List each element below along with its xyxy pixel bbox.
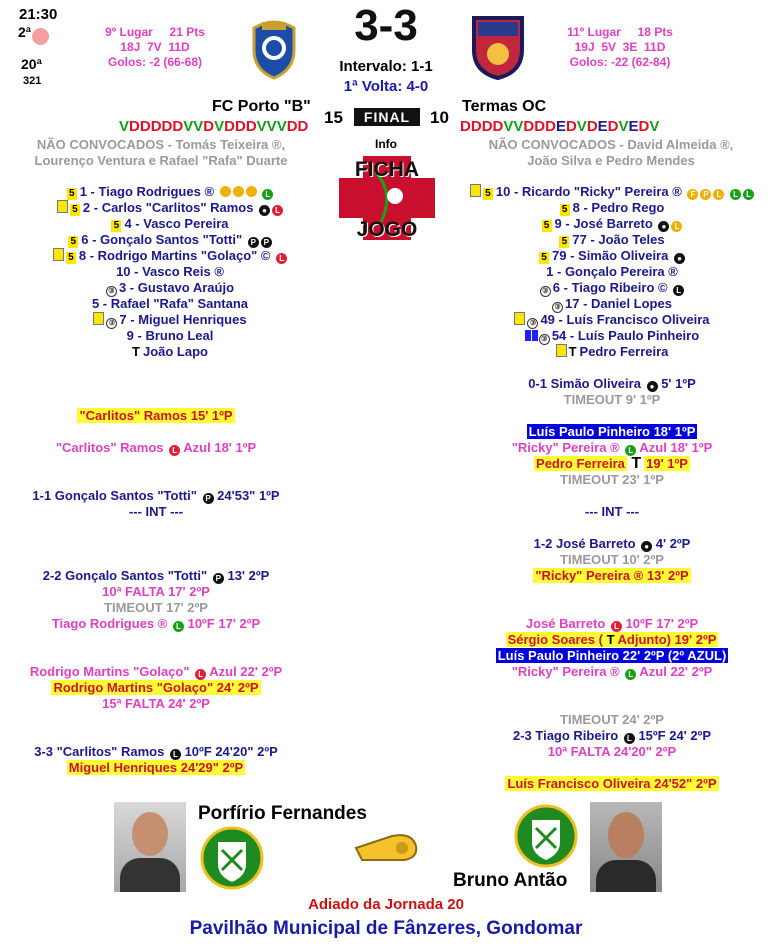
- interval-marker: --- INT ---: [128, 504, 184, 519]
- away-stats: 11º Lugar 18 Pts 19J 5V 3E 11D Golos: -22 (62-84): [567, 25, 673, 69]
- info-link[interactable]: Info: [375, 137, 397, 151]
- foul-icon: L: [611, 621, 622, 632]
- goal-icon: L: [170, 749, 181, 760]
- penalty-icon: P: [203, 493, 214, 504]
- yellow-card-icon: [556, 344, 567, 357]
- event-card: "Ricky" Pereira ® 13' 2ºP: [535, 568, 689, 583]
- list-item[interactable]: 5 6 - Gonçalo Santos "Totti" P P: [20, 232, 320, 248]
- foul-icon: L: [195, 669, 206, 680]
- form-result: D: [161, 118, 173, 135]
- event-foul: José Barreto L 10ºF 17' 2ºP: [525, 616, 699, 631]
- form-result: D: [586, 118, 598, 135]
- away-lineup: [452, 184, 772, 360]
- goal-ball-icon: [220, 186, 231, 197]
- list-item[interactable]: 5 2 - Carlos "Carlitos" Ramos ● L: [20, 200, 320, 216]
- event-foul: "Ricky" Pereira ® L Azul 18' 1ºP: [511, 440, 713, 455]
- list-item[interactable]: 5 4 - Vasco Pereira: [20, 216, 320, 232]
- foul-icon: L: [671, 221, 682, 232]
- list-item[interactable]: ③ 3 - Gustavo Araújo: [20, 280, 320, 296]
- event-foul: "Ricky" Pereira ® L Azul 22' 2ºP: [511, 664, 713, 679]
- home-form: [119, 118, 308, 135]
- round-label: 20ª: [21, 56, 42, 72]
- division-badge: [18, 26, 48, 54]
- form-result: D: [638, 118, 650, 135]
- coach-icon: T: [631, 455, 642, 472]
- form-result: D: [545, 118, 556, 135]
- list-item[interactable]: 5 8 - Rodrigo Martins "Golaço" © L: [20, 248, 320, 264]
- form-result: D: [534, 118, 546, 135]
- event-card: Luís Paulo Pinheiro 18' 1ºP: [528, 424, 696, 439]
- form-result: V: [266, 118, 277, 135]
- event-card: Luís Paulo Pinheiro 22' 2ºP (2º AZUL): [497, 648, 727, 663]
- form-result: D: [460, 118, 471, 135]
- blue-card-icon: [525, 330, 531, 341]
- goal-ball-icon: [233, 186, 244, 197]
- sub-icon: ③: [106, 286, 117, 297]
- list-item[interactable]: 5 - Rafael "Rafa" Santana: [91, 296, 249, 311]
- event-card: Miguel Henriques 24'29" 2ºP: [68, 760, 244, 775]
- home-position: 15: [324, 108, 343, 127]
- list-item[interactable]: ③ 7 - Miguel Henriques: [20, 312, 320, 328]
- form-result: V: [193, 118, 204, 135]
- penalty-icon: P: [700, 189, 711, 200]
- coach-icon: T: [606, 632, 615, 647]
- coach-icon: T: [568, 344, 577, 359]
- match-note: Adiado da Jornada 20: [308, 896, 464, 913]
- event-goal: 1-1 Gonçalo Santos "Totti" P 24'53" 1ºP: [32, 488, 280, 503]
- form-result: E: [628, 118, 639, 135]
- foul-icon: L: [169, 445, 180, 456]
- event-foul-count: 10ª FALTA 24'20" 2ºP: [547, 744, 677, 759]
- form-result: E: [555, 118, 566, 135]
- referee-association-logo: [514, 804, 578, 868]
- penalty-icon: P: [261, 237, 272, 248]
- referee-2-name: Bruno Antão: [453, 870, 568, 891]
- foul-icon: L: [173, 621, 184, 632]
- halftime-score: Intervalo: 1-1: [339, 58, 433, 75]
- form-result: D: [139, 118, 151, 135]
- event-card: Pedro Ferreira T 19' 1ºP: [536, 455, 688, 472]
- referee-2-photo: [590, 802, 662, 892]
- goal-icon: ●: [641, 541, 652, 552]
- yellow-card-icon: [57, 200, 68, 213]
- event-goal: 2-3 Tiago Ribeiro L 15ºF 24' 2ºP: [512, 728, 712, 743]
- form-result: V: [183, 118, 194, 135]
- yellow-card-icon: [93, 312, 104, 325]
- list-item[interactable]: ③ 54 - Luís Paulo Pinheiro: [452, 328, 772, 344]
- jogo-label: JOGO: [356, 218, 418, 241]
- list-item[interactable]: 1 - Gonçalo Pereira ®: [546, 264, 678, 279]
- home-stats: 9º Lugar 21 Pts 18J 7V 11D Golos: -2 (66-68): [105, 25, 205, 69]
- home-absent: NÃO CONVOCADOS - Tomás Teixeira ®, Lourenço Ventura e Rafael "Rafa" Duarte: [34, 137, 288, 168]
- sub-icon: ③: [540, 286, 551, 297]
- event-goal: 0-1 Simão Oliveira ● 5' 1ºP: [528, 376, 696, 391]
- penalty-icon: P: [213, 573, 224, 584]
- event-timeout: TIMEOUT 17' 2ºP: [104, 600, 208, 615]
- event-goal: 2-2 Gonçalo Santos "Totti" P 13' 2ºP: [42, 568, 270, 583]
- form-result: D: [297, 118, 309, 135]
- form-result: E: [597, 118, 608, 135]
- goal-icon: ●: [647, 381, 658, 392]
- form-result: D: [492, 118, 504, 135]
- event-foul: "Carlitos" Ramos L Azul 18' 1ºP: [55, 440, 257, 455]
- sub-icon: ③: [539, 334, 550, 345]
- event-foul-count: 10ª FALTA 17' 2ºP: [102, 584, 210, 599]
- form-result: D: [150, 118, 162, 135]
- event-card: "Carlitos" Ramos 15' 1ºP: [79, 408, 233, 423]
- form-result: D: [607, 118, 619, 135]
- referee-1-photo: [114, 802, 186, 892]
- form-result: D: [234, 118, 246, 135]
- form-result: V: [503, 118, 514, 135]
- event-timeout: TIMEOUT 24' 2ºP: [560, 712, 664, 727]
- form-result: D: [129, 118, 140, 135]
- form-result: D: [245, 118, 257, 135]
- goal-icon: L: [673, 285, 684, 296]
- venue[interactable]: Pavilhão Municipal de Fânzeres, Gondomar: [189, 918, 583, 939]
- goal-ball-icon: [246, 186, 257, 197]
- form-result: V: [576, 118, 587, 135]
- form-result: D: [523, 118, 535, 135]
- ficha-jogo-button[interactable]: [335, 152, 439, 244]
- sub-icon: ③: [106, 318, 117, 329]
- sub-icon: ③: [552, 302, 563, 313]
- away-team-logo[interactable]: [470, 14, 526, 80]
- match-id: 321: [23, 75, 42, 87]
- list-item[interactable]: T João Lapo: [132, 344, 208, 359]
- referee-1-name: Porfírio Fernandes: [198, 803, 367, 824]
- form-result: V: [256, 118, 267, 135]
- foul-icon: L: [713, 189, 724, 200]
- list-item[interactable]: 5 9 - José Barreto ● L: [452, 216, 772, 232]
- match-time: 21:30: [19, 6, 58, 23]
- list-item[interactable]: 9 - Bruno Leal: [126, 328, 214, 343]
- form-result: D: [224, 118, 235, 135]
- score: 3-3: [354, 1, 418, 50]
- coach-icon: T: [132, 344, 140, 359]
- form-result: D: [203, 118, 215, 135]
- form-result: D: [470, 118, 482, 135]
- list-item[interactable]: ③ 49 - Luís Francisco Oliveira: [452, 312, 772, 328]
- home-team-logo[interactable]: [248, 14, 300, 80]
- ficha-label: FICHA: [354, 158, 420, 181]
- goal-icon: ●: [674, 253, 685, 264]
- away-form: [460, 118, 659, 135]
- event-foul: Tiago Rodrigues ® L 10ºF 17' 2ºP: [51, 616, 261, 631]
- list-item[interactable]: ③ 6 - Tiago Ribeiro © L: [452, 280, 772, 296]
- away-position: 10: [430, 108, 449, 127]
- blue-card-icon: [532, 330, 538, 341]
- foul-icon: L: [625, 445, 636, 456]
- yellow-card-icon: [53, 248, 64, 261]
- form-result: D: [172, 118, 184, 135]
- penalty-icon: P: [248, 237, 259, 248]
- form-result: V: [276, 118, 287, 135]
- form-result: V: [618, 118, 629, 135]
- home-lineup: [20, 184, 320, 360]
- list-item[interactable]: ③ 17 - Daniel Lopes: [452, 296, 772, 312]
- goal-icon: ●: [259, 205, 270, 216]
- goal-icon: L: [624, 733, 635, 744]
- division-label: 2ª: [18, 24, 31, 40]
- event-card: Rodrigo Martins "Golaço" 24' 2ºP: [53, 680, 259, 695]
- form-result: V: [649, 118, 660, 135]
- away-team-name[interactable]: Termas OC: [462, 98, 547, 115]
- interval-marker: --- INT ---: [584, 504, 640, 519]
- event-timeout: TIMEOUT 10' 2ºP: [560, 552, 664, 567]
- goal-icon: ●: [658, 221, 669, 232]
- event-card: Luís Francisco Oliveira 24'52" 2ºP: [507, 776, 717, 791]
- form-result: D: [565, 118, 577, 135]
- form-result: D: [286, 118, 298, 135]
- list-item[interactable]: 5 77 - João Teles: [452, 232, 772, 248]
- foul-icon: L: [730, 189, 741, 200]
- away-absent: NÃO CONVOCADOS - David Almeida ®, João Silva e Pedro Mendes: [488, 137, 734, 168]
- foul-icon: L: [262, 189, 273, 200]
- event-goal: 3-3 "Carlitos" Ramos L 10ºF 24'20" 2ºP: [34, 744, 278, 759]
- form-result: D: [481, 118, 493, 135]
- division-ball-icon: [32, 28, 49, 45]
- event-timeout: TIMEOUT 23' 1ºP: [560, 472, 664, 487]
- match-status: FINAL: [354, 108, 420, 126]
- form-result: V: [119, 118, 130, 135]
- whistle-icon: [352, 826, 422, 866]
- foul-icon: F: [687, 189, 698, 200]
- form-result: V: [513, 118, 524, 135]
- first-leg-score: 1ª Volta: 4-0: [343, 78, 429, 95]
- yellow-card-icon: [514, 312, 525, 325]
- list-item[interactable]: 10 - Vasco Reis ®: [116, 264, 224, 279]
- foul-icon: L: [743, 189, 754, 200]
- foul-icon: L: [625, 669, 636, 680]
- form-result: V: [214, 118, 225, 135]
- list-item[interactable]: 5 8 - Pedro Rego: [452, 200, 772, 216]
- list-item[interactable]: 5 79 - Simão Oliveira ●: [452, 248, 772, 264]
- list-item[interactable]: 5 10 - Ricardo "Ricky" Pereira ® F P L L L: [452, 184, 772, 200]
- list-item[interactable]: 5 1 - Tiago Rodrigues ® L: [20, 184, 320, 200]
- event-timeout: TIMEOUT 9' 1ºP: [563, 392, 661, 407]
- list-item[interactable]: T Pedro Ferreira: [452, 344, 772, 360]
- event-card: Sérgio Soares ( T Adjunto) 19' 2ºP: [507, 632, 717, 647]
- referee-association-logo: [200, 826, 264, 890]
- event-foul: Rodrigo Martins "Golaço" L Azul 22' 2ºP: [29, 664, 283, 679]
- event-foul-count: 15ª FALTA 24' 2ºP: [102, 696, 210, 711]
- foul-icon: L: [276, 253, 287, 264]
- event-goal: 1-2 José Barreto ● 4' 2ºP: [533, 536, 691, 551]
- yellow-card-icon: [470, 184, 481, 197]
- home-team-name[interactable]: FC Porto "B": [212, 98, 311, 115]
- sub-icon: ③: [527, 318, 538, 329]
- foul-icon: L: [272, 205, 283, 216]
